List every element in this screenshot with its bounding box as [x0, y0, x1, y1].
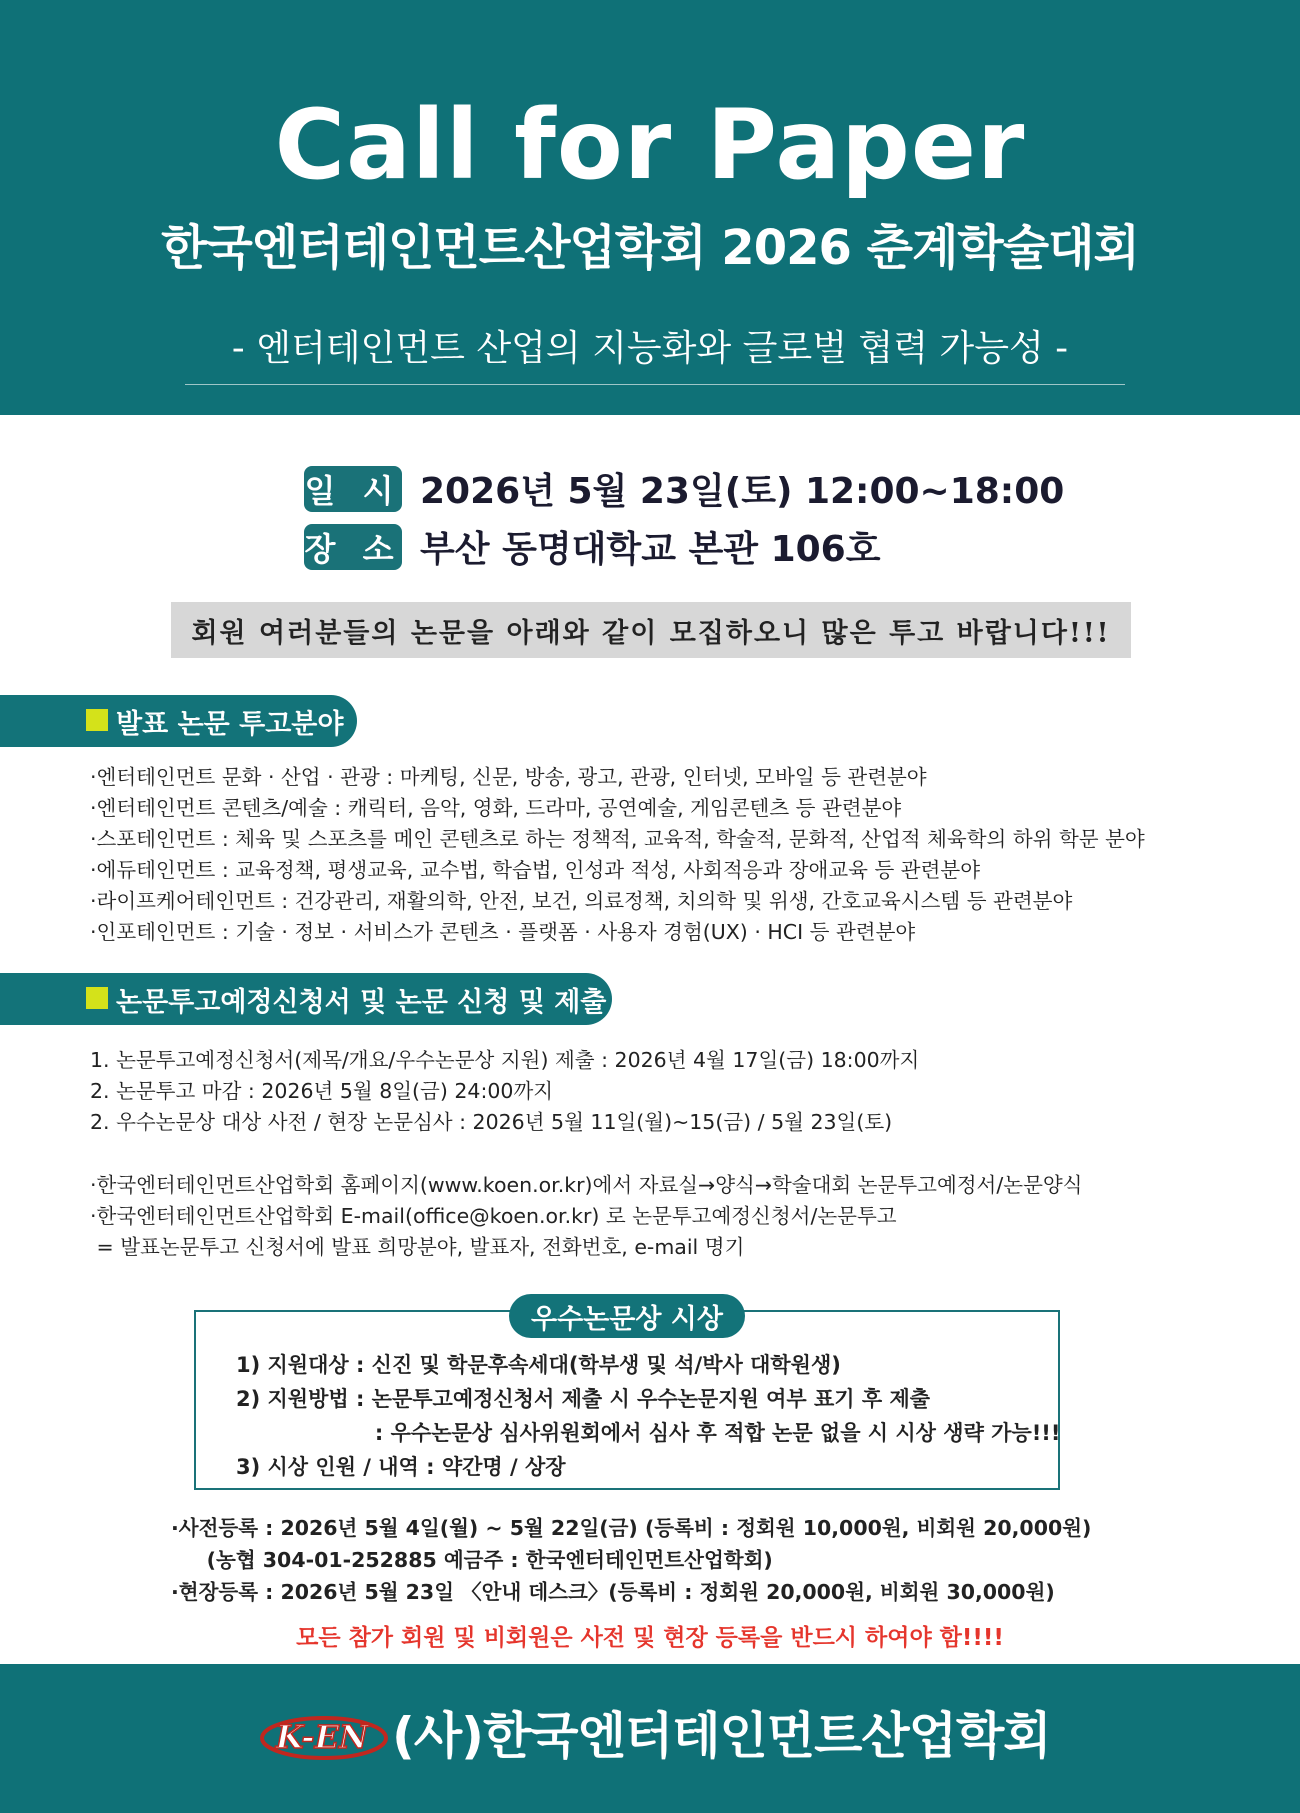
- list-item: ·현장등록 : 2026년 5월 23일 〈안내 데스크〉(등록비 : 정회원 20,000원, 비회원 30,000원): [171, 1580, 1055, 1604]
- list-item: ·스포테인먼트 : 체육 및 스포츠를 메인 콘텐츠로 하는 정책적, 교육적, 학술적, 문화적, 산업적 체육학의 하위 학문 분야: [90, 827, 1145, 851]
- svg-text:K-EN: K-EN: [275, 1718, 369, 1756]
- list-item: ·사전등록 : 2026년 5월 4일(월) ~ 5월 22일(금) (등록비 : 정회원 10,000원, 비회원 20,000원): [171, 1516, 1092, 1540]
- bullet-square-icon: [86, 709, 108, 731]
- list-item: ·엔터테인먼트 문화 · 산업 · 관광 : 마케팅, 신문, 방송, 광고, 관광, 인터넷, 모바일 등 관련분야: [90, 765, 927, 789]
- list-item: 2. 논문투고 마감 : 2026년 5월 8일(금) 24:00까지: [90, 1079, 554, 1103]
- list-item: ·에듀테인먼트 : 교육정책, 평생교육, 교수법, 학습법, 인성과 적성, 사회적응과 장애교육 등 관련분야: [90, 858, 980, 882]
- list-item: 1. 논문투고예정신청서(제목/개요/우수논문상 지원) 제출 : 2026년 4월 17일(금) 18:00까지: [90, 1048, 920, 1072]
- date-value: 2026년 5월 23일(토) 12:00~18:00: [420, 471, 1065, 512]
- fields-list: [90, 762, 1145, 948]
- header-banner: [0, 0, 1300, 415]
- theme-underline: [185, 384, 1125, 385]
- registration-notice: 모든 참가 회원 및 비회원은 사전 및 현장 등록을 반드시 하여야 함!!!!: [296, 1625, 1004, 1651]
- list-item: ·한국엔터테인먼트산업학회 E-mail(office@koen.or.kr) 로 논문투고예정신청서/논문투고: [90, 1204, 897, 1228]
- place-label: 장 소: [304, 524, 402, 570]
- footer-banner: [0, 1664, 1300, 1813]
- list-item: : 우수논문상 심사위원회에서 심사 후 적합 논문 없을 시 시상 생략 가능!!!: [236, 1421, 1061, 1445]
- event-date-row: [304, 463, 1064, 514]
- submission-section-heading: [0, 973, 612, 1025]
- invitation-banner: 회원 여러분들의 논문을 아래와 같이 모집하오니 많은 투고 바랍니다!!!: [171, 602, 1131, 658]
- list-item: 1) 지원대상 : 신진 및 학문후속세대(학부생 및 석/박사 대학원생): [236, 1353, 841, 1377]
- list-item: ·라이프케어테인먼트 : 건강관리, 재활의학, 안전, 보건, 의료정책, 치의학 및 위생, 간호교육시스템 등 관련분야: [90, 889, 1073, 913]
- fields-heading-label: 발표 논문 투고분야: [116, 708, 344, 740]
- list-item: (농협 304-01-252885 예금주 : 한국엔터테인먼트산업학회): [171, 1548, 773, 1572]
- list-item: 2) 지원방법 : 논문투고예정신청서 제출 시 우수논문지원 여부 표기 후 제출: [236, 1387, 931, 1411]
- list-item: ·엔터테인먼트 콘텐츠/예술 : 캐릭터, 음악, 영화, 드라마, 공연예술, 게임콘텐츠 등 관련분야: [90, 796, 902, 820]
- event-place-row: [304, 521, 881, 572]
- list-item: = 발표논문투고 신청서에 발표 희망분야, 발표자, 전화번호, e-mail 명기: [90, 1235, 745, 1259]
- bullet-square-icon: [86, 987, 108, 1009]
- fields-section-heading: [0, 695, 357, 747]
- award-details: [236, 1348, 1060, 1484]
- submission-heading-label: 논문투고예정신청서 및 논문 신청 및 제출: [116, 986, 607, 1018]
- date-label: 일 시: [304, 466, 402, 512]
- list-item: ·인포테인먼트 : 기술 · 정보 · 서비스가 콘텐츠 · 플랫폼 · 사용자 경험(UX) · HCI 등 관련분야: [90, 920, 916, 944]
- koen-logo-icon: [252, 1704, 392, 1768]
- conference-title: 한국엔터테인먼트산업학회 2026 춘계학술대회: [161, 220, 1139, 276]
- organization-name: (사)한국엔터테인먼트산업학회: [392, 1707, 1051, 1765]
- award-title: 우수논문상 시상: [509, 1294, 745, 1338]
- submission-notes: [90, 1170, 1082, 1263]
- place-value: 부산 동명대학교 본관 106호: [420, 529, 881, 570]
- list-item: 2. 우수논문상 대상 사전 / 현장 논문심사 : 2026년 5월 11일(월)~15(금) / 5월 23일(토): [90, 1110, 893, 1134]
- registration-info: [171, 1512, 1091, 1608]
- list-item: ·한국엔터테인먼트산업학회 홈페이지(www.koen.or.kr)에서 자료실→양식→학술대회 논문투고예정서/논문양식: [90, 1173, 1083, 1197]
- page-title: Call for Paper: [274, 89, 1026, 201]
- conference-theme: - 엔터테인먼트 산업의 지능화와 글로벌 협력 가능성 -: [231, 328, 1069, 369]
- submission-steps: [90, 1045, 919, 1138]
- list-item: 3) 시상 인원 / 내역 : 약간명 / 상장: [236, 1455, 566, 1479]
